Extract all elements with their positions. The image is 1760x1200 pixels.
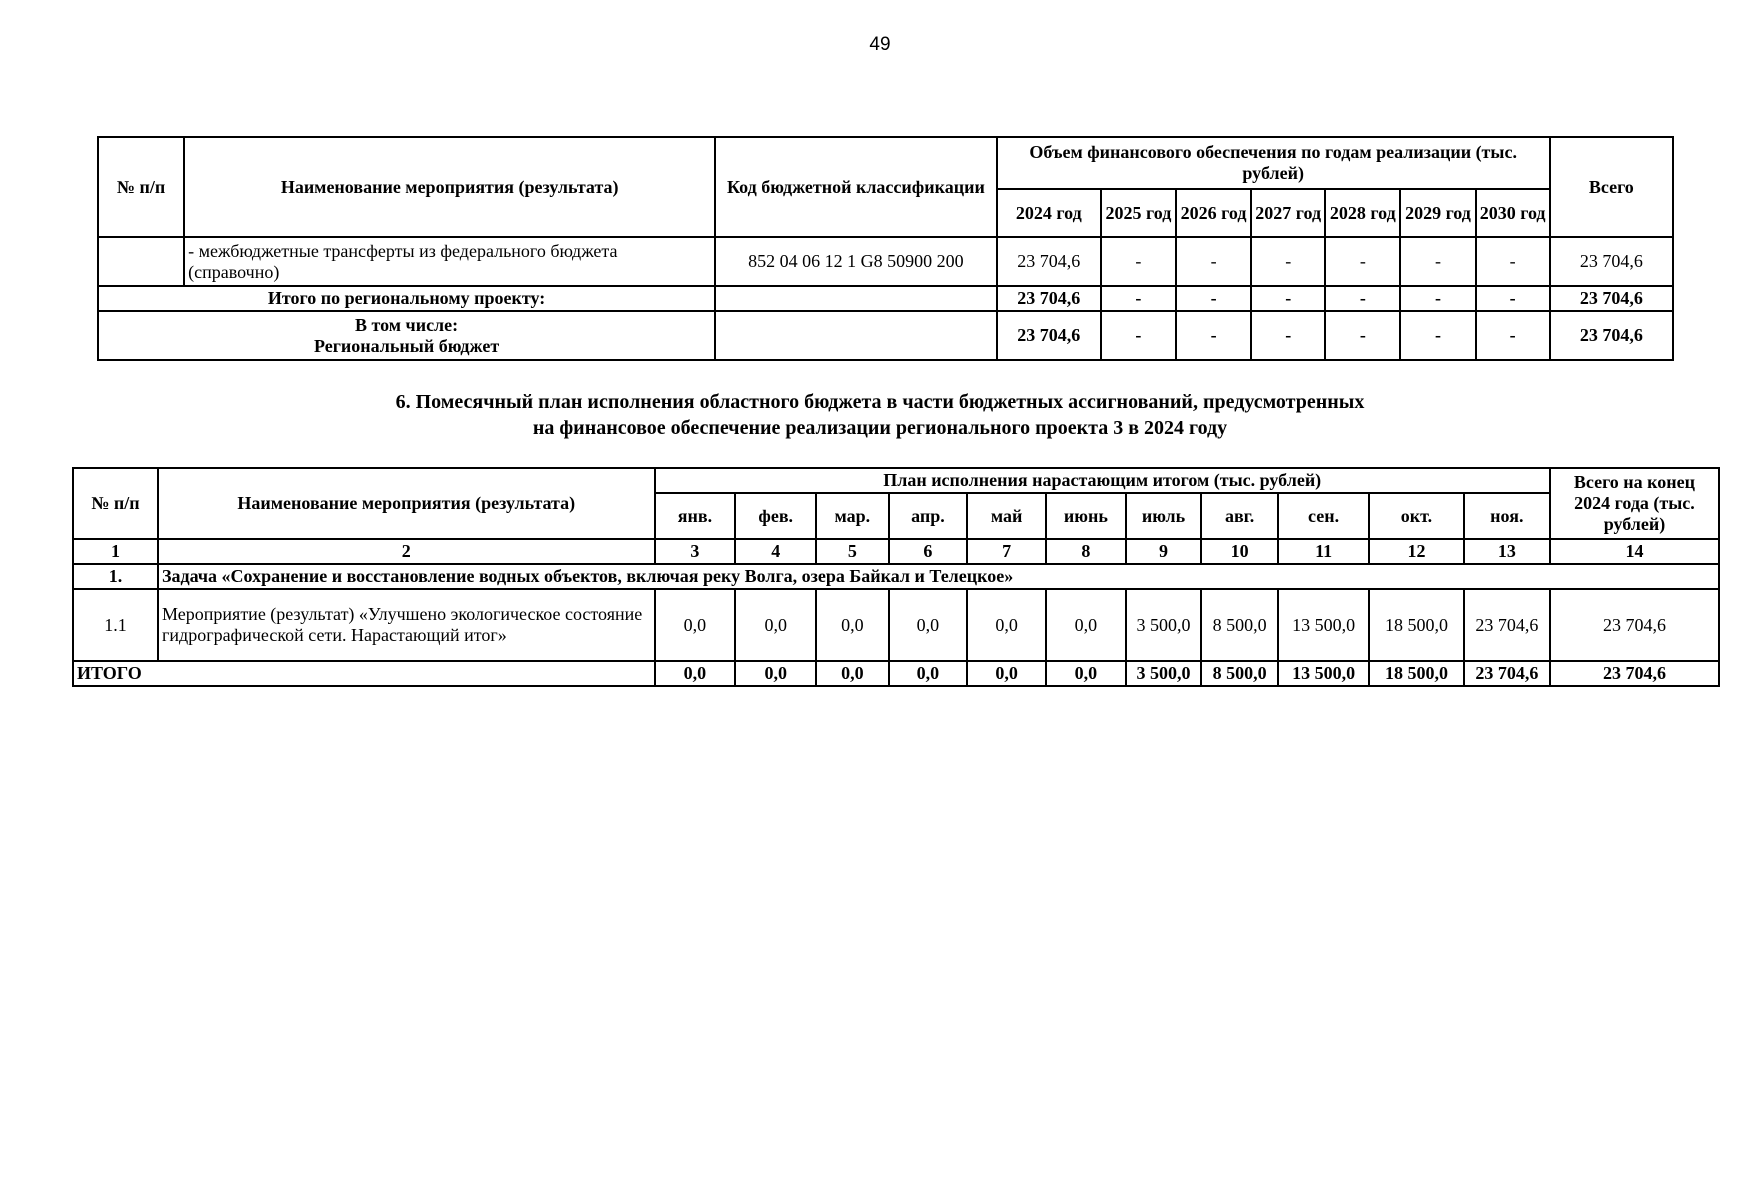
column-number: 10 [1201, 539, 1278, 564]
header-plan: План исполнения нарастающим итогом (тыс. рублей) [655, 468, 1550, 493]
table-row [98, 286, 1673, 311]
row-value: - [1400, 311, 1475, 360]
item-value: 0,0 [735, 589, 816, 661]
row-value: - [1176, 237, 1251, 286]
column-number: 2 [158, 539, 654, 564]
row-value: - [1325, 286, 1400, 311]
task-text: Задача «Сохранение и восстановление водных объектов, включая реку Волга, озера Байкал и Телецкое» [158, 564, 1719, 589]
row-value: - [1476, 286, 1550, 311]
monthly-plan-table [72, 467, 1720, 687]
header-month: янв. [655, 493, 736, 539]
row-value: - [1476, 237, 1550, 286]
header-month: фев. [735, 493, 816, 539]
header-year: 2025 год [1101, 189, 1176, 237]
total-value: 13 500,0 [1278, 661, 1369, 686]
header-total: Всего на конец 2024 года (тыс. рублей) [1550, 468, 1719, 539]
row-code: 852 04 06 12 1 G8 50900 200 [715, 237, 997, 286]
header-name: Наименование мероприятия (результата) [184, 137, 715, 237]
row-code [715, 311, 997, 360]
column-number: 4 [735, 539, 816, 564]
row-value: - [1400, 286, 1475, 311]
item-value: 0,0 [889, 589, 968, 661]
total-value: 0,0 [1046, 661, 1126, 686]
row-value: - [1476, 311, 1550, 360]
section-title-line: 6. Помесячный план исполнения областного бюджета в части бюджетных ассигнований, предусмотренных [395, 391, 1365, 413]
total-value: 0,0 [816, 661, 888, 686]
column-number: 11 [1278, 539, 1369, 564]
header-month: май [967, 493, 1046, 539]
row-value: - [1101, 237, 1176, 286]
row-value: - [1176, 286, 1251, 311]
total-value: 0,0 [967, 661, 1046, 686]
task-row [73, 564, 1719, 589]
row-value: 23 704,6 [997, 311, 1101, 360]
total-value: 8 500,0 [1201, 661, 1278, 686]
total-label: ИТОГО [73, 661, 655, 686]
item-value: 13 500,0 [1278, 589, 1369, 661]
row-value: 23 704,6 [997, 237, 1101, 286]
item-num: 1.1 [73, 589, 158, 661]
column-number: 12 [1369, 539, 1463, 564]
item-name: Мероприятие (результат) «Улучшено экологическое состояние гидрографической сети. Нарастающий итог» [158, 589, 654, 661]
row-name-line: Региональный бюджет [313, 335, 500, 356]
row-name: - межбюджетные трансферты из федерального бюджета (справочно) [184, 237, 715, 286]
page-number: 49 [869, 34, 891, 55]
header-year: 2024 год [997, 189, 1101, 237]
column-number: 3 [655, 539, 736, 564]
item-total: 23 704,6 [1550, 589, 1719, 661]
header-year: 2026 год [1176, 189, 1251, 237]
row-num [98, 237, 184, 286]
funding-by-year-table [97, 136, 1674, 361]
item-value: 0,0 [967, 589, 1046, 661]
column-number: 14 [1550, 539, 1719, 564]
item-value: 8 500,0 [1201, 589, 1278, 661]
header-month: авг. [1201, 493, 1278, 539]
item-value: 23 704,6 [1464, 589, 1550, 661]
column-number: 1 [73, 539, 158, 564]
row-name-line: В том числе: [355, 314, 459, 335]
item-value: 0,0 [816, 589, 888, 661]
total-value: 0,0 [889, 661, 968, 686]
column-number: 6 [889, 539, 968, 564]
header-month: сен. [1278, 493, 1369, 539]
item-value: 18 500,0 [1369, 589, 1463, 661]
row-code [715, 286, 997, 311]
header-month: июнь [1046, 493, 1126, 539]
row-value: - [1251, 286, 1325, 311]
row-value: - [1251, 311, 1325, 360]
header-volume: Объем финансового обеспечения по годам реализации (тыс. рублей) [997, 137, 1550, 189]
header-year: 2027 год [1251, 189, 1325, 237]
header-month: ноя. [1464, 493, 1550, 539]
table-row [98, 311, 1673, 360]
header-year: 2028 год [1325, 189, 1400, 237]
section-title-line: на финансовое обеспечение реализации регионального проекта 3 в 2024 году [532, 417, 1228, 439]
column-number: 5 [816, 539, 888, 564]
total-value: 18 500,0 [1369, 661, 1463, 686]
header-month: окт. [1369, 493, 1463, 539]
total-value: 0,0 [655, 661, 736, 686]
total-value: 23 704,6 [1464, 661, 1550, 686]
row-total: 23 704,6 [1550, 237, 1673, 286]
header-code: Код бюджетной классификации [715, 137, 997, 237]
header-num: № п/п [98, 137, 184, 237]
table-row [98, 237, 1673, 286]
header-month: апр. [889, 493, 968, 539]
row-value: - [1325, 237, 1400, 286]
header-month: мар. [816, 493, 888, 539]
column-number: 9 [1126, 539, 1202, 564]
total-row [73, 661, 1719, 686]
row-value: - [1101, 311, 1176, 360]
row-total: 23 704,6 [1550, 286, 1673, 311]
column-number-row [73, 539, 1719, 564]
header-year: 2029 год [1400, 189, 1475, 237]
task-num: 1. [73, 564, 158, 589]
header-num: № п/п [73, 468, 158, 539]
header-total: Всего [1550, 137, 1673, 237]
header-name: Наименование мероприятия (результата) [158, 468, 654, 539]
row-value: - [1251, 237, 1325, 286]
column-number: 8 [1046, 539, 1126, 564]
total-value: 0,0 [735, 661, 816, 686]
item-value: 0,0 [1046, 589, 1126, 661]
item-value: 3 500,0 [1126, 589, 1202, 661]
header-month: июль [1126, 493, 1202, 539]
column-number: 7 [967, 539, 1046, 564]
row-value: - [1101, 286, 1176, 311]
row-value: - [1176, 311, 1251, 360]
row-name [98, 311, 715, 360]
header-year: 2030 год [1476, 189, 1550, 237]
item-value: 0,0 [655, 589, 736, 661]
row-value: 23 704,6 [997, 286, 1101, 311]
total-grand: 23 704,6 [1550, 661, 1719, 686]
total-value: 3 500,0 [1126, 661, 1202, 686]
table-row [73, 589, 1719, 661]
row-value: - [1325, 311, 1400, 360]
row-name: Итого по региональному проекту: [98, 286, 715, 311]
row-value: - [1400, 237, 1475, 286]
row-total: 23 704,6 [1550, 311, 1673, 360]
column-number: 13 [1464, 539, 1550, 564]
